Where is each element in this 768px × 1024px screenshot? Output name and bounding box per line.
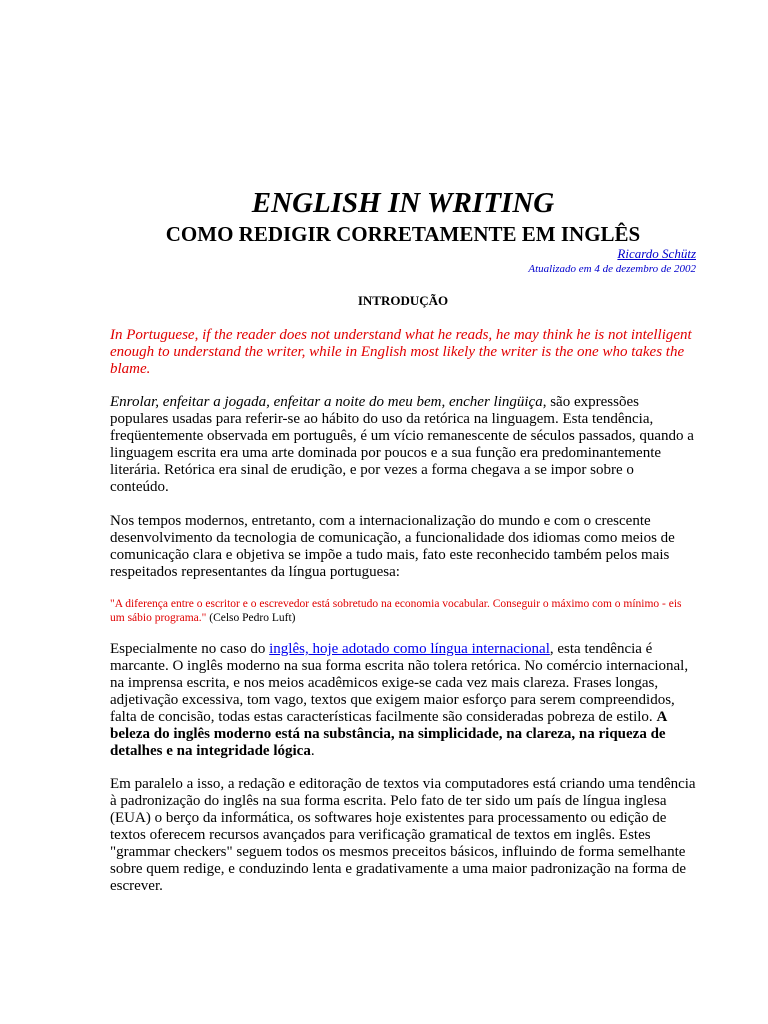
updated-date: Atualizado em 4 de dezembro de 2002 <box>528 263 696 275</box>
intro-quote: In Portuguese, if the reader does not understand what he reads, he may think he is not intelligent enough to understand the writer, while in English most likely the writer is the one who takes the blame. <box>110 327 692 377</box>
paragraph-2: Nos tempos modernos, entretanto, com a internacionalização do mundo e com o crescente desenvolvimento da tecnologia de comunicação, a funcionalidade dos idiomas como meios de comunicação clara e objetiva se impõe a tudo mais, fato este reconhecido também pelos mais respeitados representantes da língua portuguesa: <box>110 513 675 580</box>
paragraph-1-italic: Enrolar, enfeitar a jogada, enfeitar a noite do meu bem, encher lingüiça <box>110 394 543 410</box>
paragraph-4: Em paralelo a isso, a redação e editoração de textos via computadores está criando uma tendência à padronização do inglês na sua forma escrita. Pelo fato de ter sido um país de língua inglesa (EUA) o berço da informática, os softwares hoje existentes para processamento ou edição de textos oferecem recursos avançados para verificação gramatical de textos em inglês. Estes "grammar checkers" seguem todos os mesmos preceitos básicos, influindo de forma semelhante sobre quem redige, e conduzindo lenta e gradativamente a uma maior padronização na forma de escrever. <box>110 776 696 894</box>
paragraph-3 <box>110 641 696 760</box>
international-english-link[interactable]: inglês, hoje adotado como língua internacional <box>269 641 550 657</box>
paragraph-1-text: , são expressões populares usadas para referir-se ao hábito do uso da retórica na linguagem. Esta tendência, freqüentemente observada em português, é um vício remanescente de séculos passados, quando a linguagem escrita era uma arte dominada por poucos e a sua função era predominantemente literária. Retórica era sinal de erudição, e por vezes a forma chegava a se impor sobre o conteúdo. <box>110 394 694 495</box>
quote-luft <box>110 597 696 625</box>
paragraph-3-text: , esta tendência é marcante. O inglês moderno na sua forma escrita não tolera retórica. No comércio internacional, na imprensa escrita, e nos meios acadêmicos exige-se cada vez mais clareza. Frases longas, adjetivação excessiva, tom vago, textos que exigem maior esforço para serem compreendidos, falta de concisão, todas estas características facilmente são consideradas pobreza de estilo. <box>110 641 689 725</box>
document-subtitle: COMO REDIGIR CORRETAMENTE EM INGLÊS <box>165 222 641 246</box>
paragraph-3-end: . <box>310 743 315 759</box>
section-heading: INTRODUÇÃO <box>357 293 449 308</box>
paragraph-3-intro: Especialmente no caso do <box>110 641 270 657</box>
quote-luft-attribution: (Celso Pedro Luft) <box>206 612 296 624</box>
author-link[interactable]: Ricardo Schütz <box>617 246 696 261</box>
paragraph-3-bold: A beleza do inglês moderno está na substância, na simplicidade, na clareza, na riqueza de detalhes e na integridade lógica <box>110 709 667 759</box>
paragraph-1 <box>110 394 696 496</box>
document-title: ENGLISH IN WRITING <box>251 187 555 219</box>
quote-luft-text: "A diferença entre o escritor e o escrevedor está sobretudo na economia vocabular. Conseguir o máximo com o mínimo - eis um sábio programa." <box>110 598 682 624</box>
